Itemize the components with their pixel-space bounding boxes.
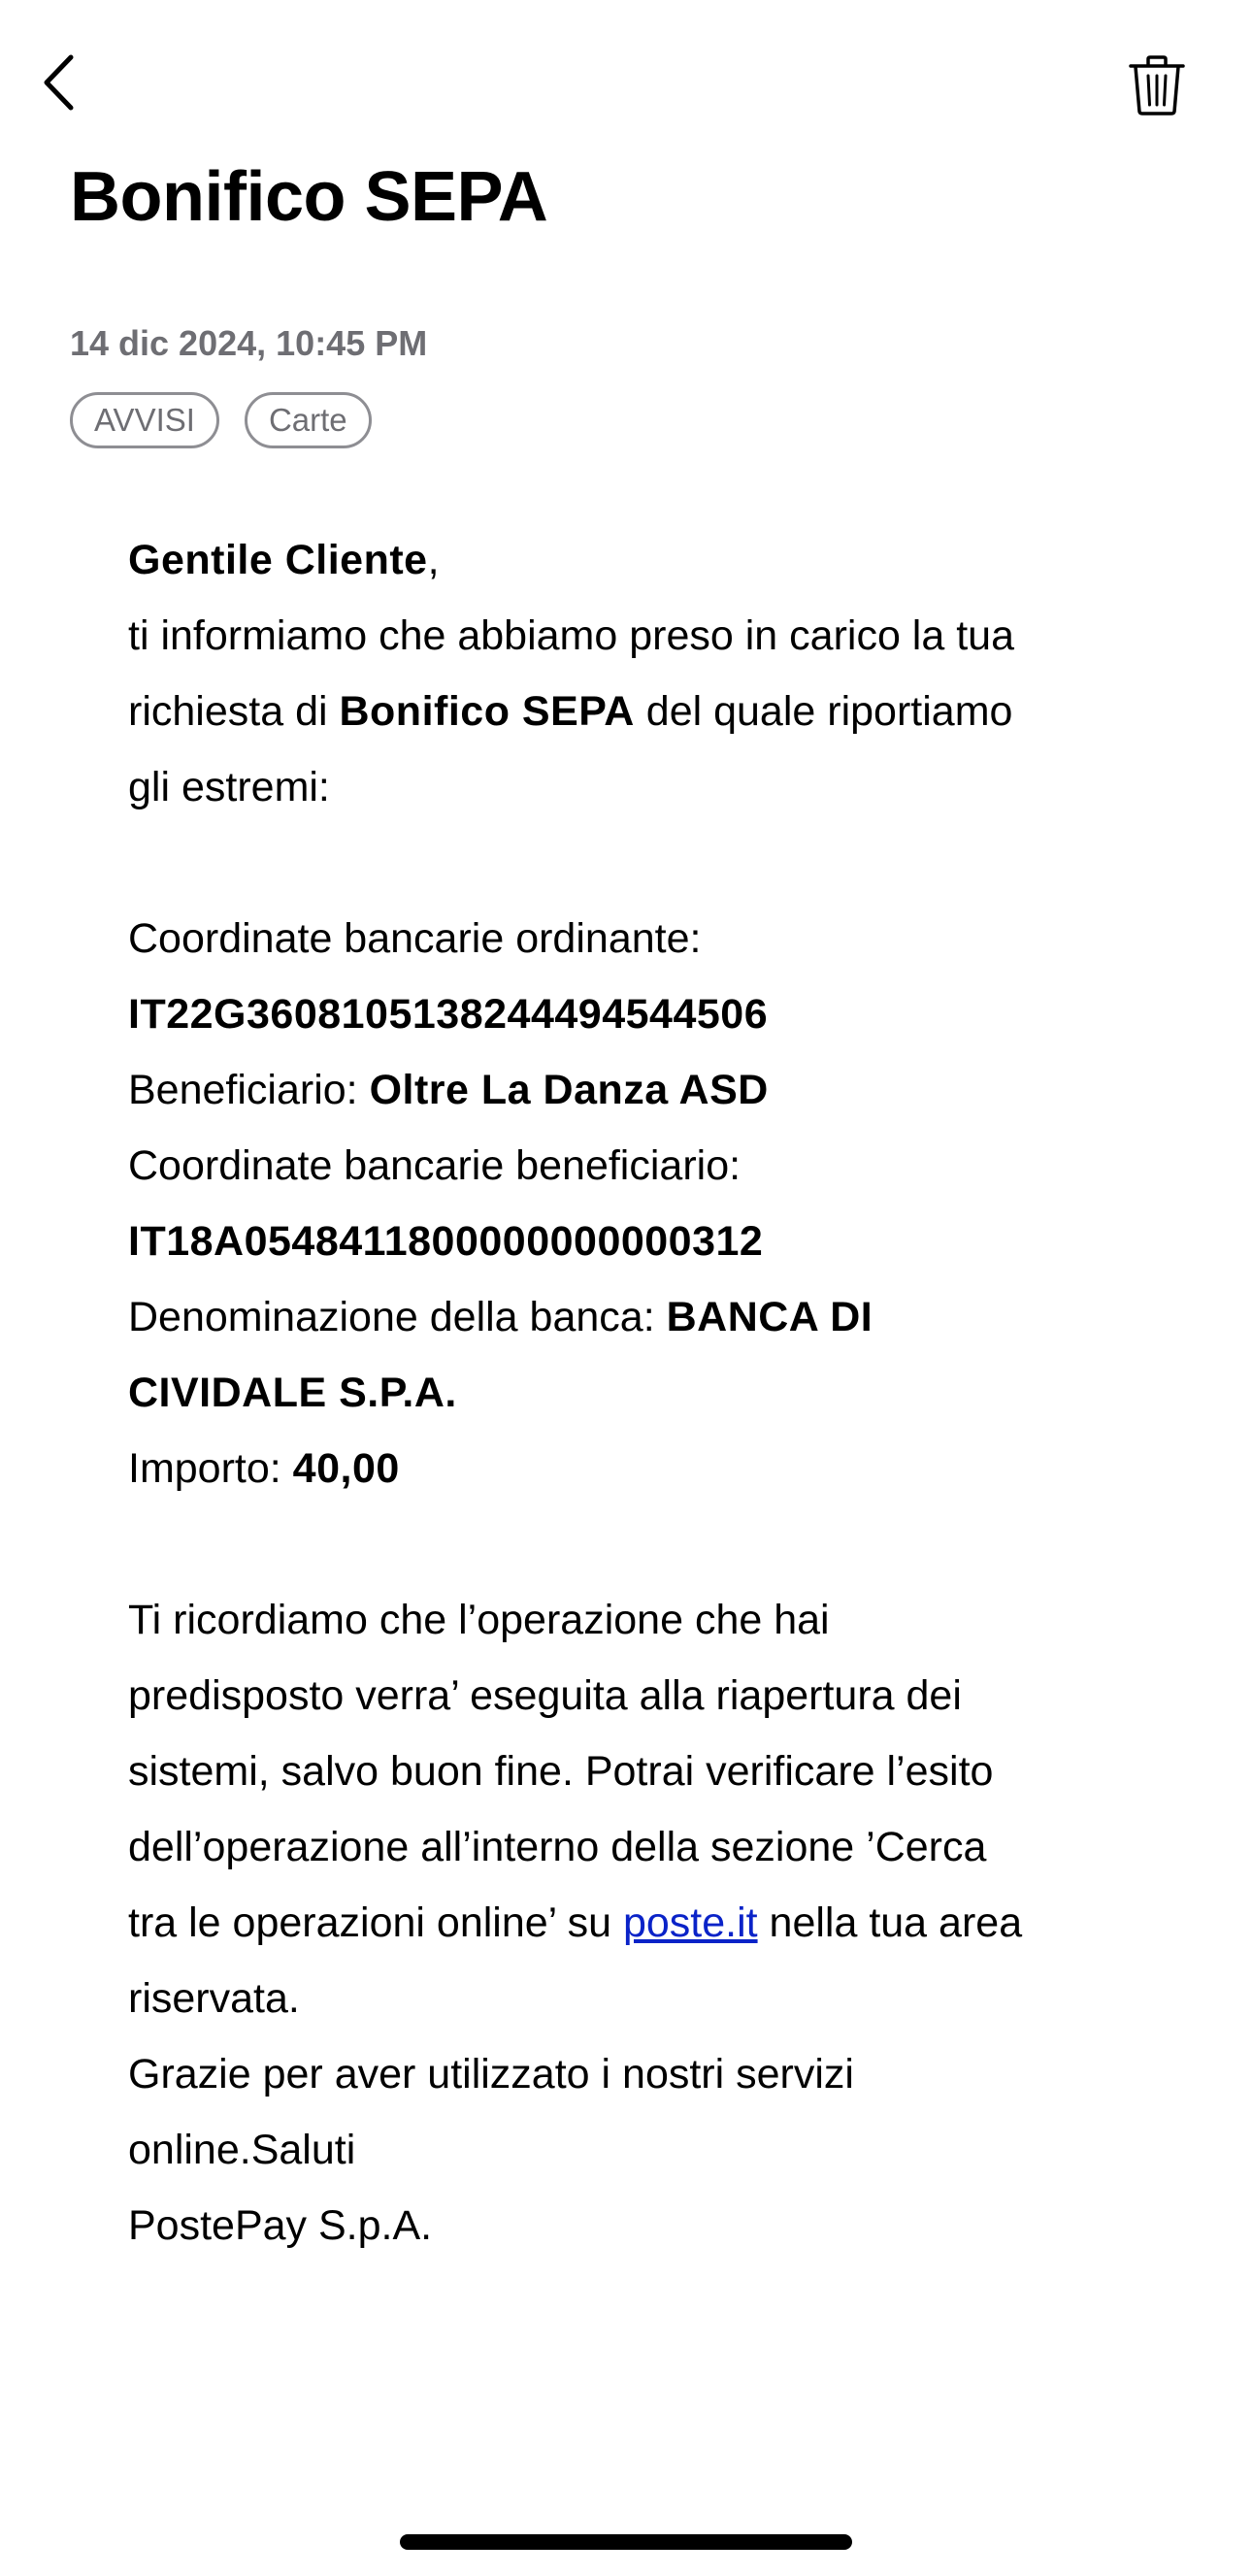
bank-value-part-2: CIVIDALE S.P.A. xyxy=(128,1370,457,1416)
bank-line xyxy=(128,1279,1157,1355)
closing-line-4: dell’operazione all’interno della sezione ’Cerca xyxy=(128,1824,987,1870)
beneficiario-label: Beneficiario: xyxy=(128,1067,370,1113)
closing-line-6: riservata. xyxy=(128,1975,300,2022)
chevron-left-icon xyxy=(39,51,78,114)
page-title: Bonifico SEPA xyxy=(70,158,548,236)
greeting-name: Gentile Cliente xyxy=(128,537,428,583)
tag-avvisi[interactable]: AVVISI xyxy=(70,392,219,448)
transfer-type: Bonifico SEPA xyxy=(339,688,635,735)
amount-line xyxy=(128,1431,1157,1506)
ordinante-label: Coordinate bancarie ordinante: xyxy=(128,915,702,962)
trash-icon xyxy=(1127,54,1187,116)
bank-label: Denominazione della banca: xyxy=(128,1294,667,1340)
thanks-line-2: online.Saluti xyxy=(128,2127,356,2173)
tag-carte[interactable]: Carte xyxy=(245,392,372,448)
closing-line-5-suffix: nella tua area xyxy=(757,1899,1023,1946)
message-body xyxy=(128,522,1157,2263)
closing-line-3: sistemi, salvo buon fine. Potrai verificare l’esito xyxy=(128,1748,994,1795)
beneficiario-coord-label: Coordinate bancarie beneficiario: xyxy=(128,1142,741,1189)
delete-button[interactable] xyxy=(1118,47,1196,124)
intro-line-2-prefix: richiesta di xyxy=(128,688,340,735)
closing-line-1: Ti ricordiamo che l’operazione che hai xyxy=(128,1597,830,1643)
paragraph-spacer xyxy=(128,1506,1157,1582)
home-indicator[interactable] xyxy=(400,2534,852,2550)
tag-list xyxy=(70,392,372,448)
beneficiario-line xyxy=(128,1052,1157,1128)
amount-value: 40,00 xyxy=(292,1445,400,1492)
signature: PostePay S.p.A. xyxy=(128,2202,433,2249)
intro-line-2 xyxy=(128,674,1157,749)
paragraph-spacer xyxy=(128,825,1157,901)
intro-line-2-suffix: del quale riportiamo xyxy=(634,688,1013,735)
amount-label: Importo: xyxy=(128,1445,293,1492)
thanks-line-1: Grazie per aver utilizzato i nostri servizi xyxy=(128,2051,854,2097)
closing-line-5 xyxy=(128,1885,1157,1961)
ordinante-iban: IT22G3608105138244494544506 xyxy=(128,991,769,1038)
greeting-line xyxy=(128,522,1157,598)
back-button[interactable] xyxy=(29,49,87,116)
intro-line-3: gli estremi: xyxy=(128,764,330,810)
message-timestamp: 14 dic 2024, 10:45 PM xyxy=(70,323,428,363)
closing-line-5-prefix: tra le operazioni online’ su xyxy=(128,1899,623,1946)
beneficiario-value: Oltre La Danza ASD xyxy=(369,1067,769,1113)
poste-link[interactable]: poste.it xyxy=(622,1899,758,1946)
beneficiario-iban: IT18A0548411800000000000312 xyxy=(128,1218,764,1265)
intro-line-1: ti informiamo che abbiamo preso in carico la tua xyxy=(128,612,1014,659)
bank-value-part-1: BANCA DI xyxy=(666,1294,873,1340)
closing-line-2: predisposto verra’ eseguita alla riapertura dei xyxy=(128,1672,962,1719)
greeting-punct: , xyxy=(427,537,440,583)
